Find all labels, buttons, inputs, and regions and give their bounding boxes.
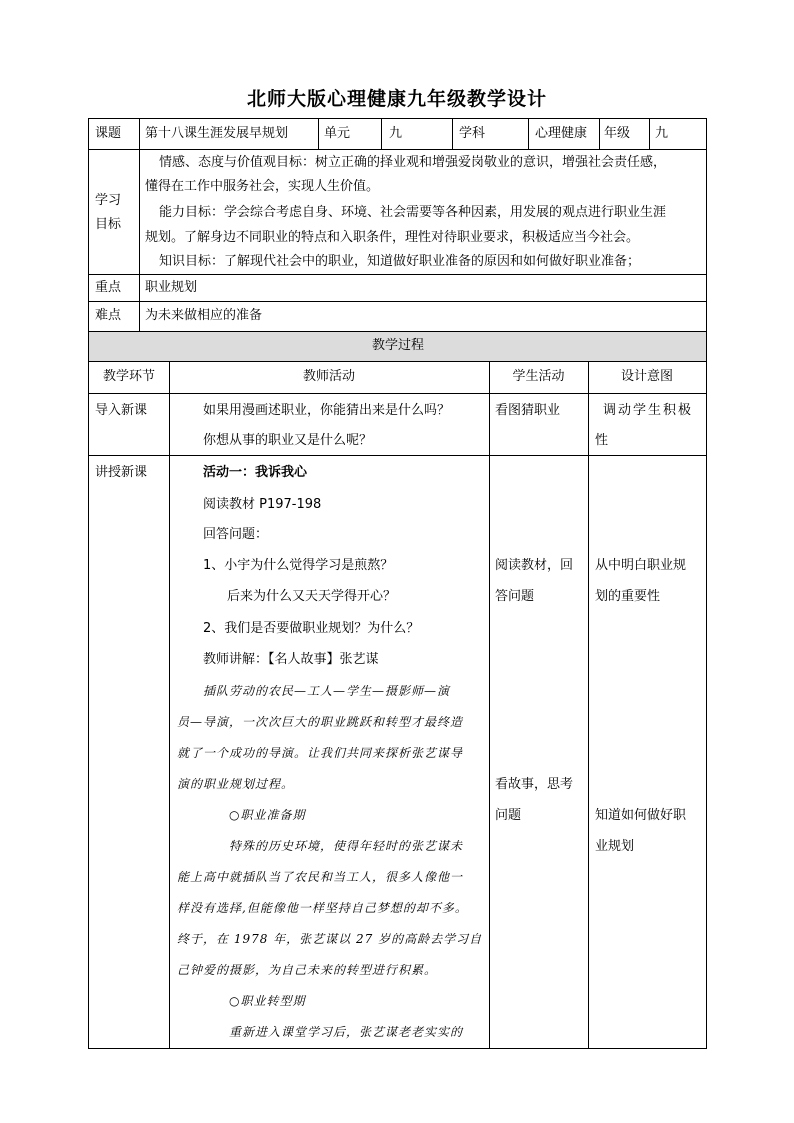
student-activity-line: 看故事，思考 <box>495 777 574 792</box>
subject-value: 心理健康 <box>535 126 588 141</box>
question-2: 2、我们是否要做职业规划？为什么？ <box>203 621 420 636</box>
col-header-stage: 教学环节 <box>102 369 155 384</box>
col-header-intent: 设计意图 <box>620 369 673 384</box>
story-line: 特殊的历史环境，使得年轻时的张艺谋未 <box>229 839 464 853</box>
objective-line: 规划。了解身边不同职业的特点和入职条件，理性对待职业要求，积极适应当今社会。 <box>145 230 640 245</box>
intro-teacher-line: 如果用漫画述职业，你能猜出来是什么吗？ <box>203 403 451 418</box>
story-line: 能上高中就插队当了农民和当工人，很多人像他一 <box>177 870 464 884</box>
process-header: 教学过程 <box>371 338 424 353</box>
intro-stage: 导入新课 <box>95 403 148 418</box>
objective-line: 懂得在工作中服务社会，实现人生价值。 <box>145 179 380 194</box>
story-line: 重新进入课堂学习后，张艺谋老老实实的 <box>229 1025 464 1039</box>
objective-line: 能力目标：学会综合考虑自身、环境、社会需要等各种因素，用发展的观点进行职业生涯 <box>159 205 667 220</box>
design-intent-line: 业规划 <box>595 839 635 854</box>
story-line: 终于，在 1978 年，张艺谋以 27 岁的高龄去学习自 <box>177 932 483 946</box>
difficulty-value: 为未来做相应的准备 <box>145 308 263 323</box>
page-title: 北师大版心理健康九年级教学设计 <box>246 88 547 110</box>
design-intent-line: 从中明白职业规 <box>595 558 687 573</box>
story-line: 演的职业规划过程。 <box>177 777 295 791</box>
subject-label: 学科 <box>459 126 486 141</box>
intro-student: 看图猜职业 <box>495 403 561 418</box>
story-line: 就了一个成功的导演。让我们共同来探析张艺谋导 <box>177 746 464 760</box>
activity-title: 活动一：我诉我心 <box>203 465 308 480</box>
answer-instruction: 回答问题： <box>203 527 269 542</box>
lesson-label: 课题 <box>95 126 122 141</box>
col-header-student: 学生活动 <box>512 369 565 384</box>
lecture-stage: 讲授新课 <box>95 465 148 480</box>
story-line: 己钟爱的摄影，为自己未来的转型进行积累。 <box>177 963 438 977</box>
objectives-label-2: 目标 <box>95 217 122 232</box>
story-subheading: ○职业转型期 <box>229 994 306 1008</box>
unit-value: 九 <box>389 126 403 141</box>
design-intent-line: 划的重要性 <box>595 589 661 604</box>
story-line: 插队劳动的农民—工人—学生—摄影师—演 <box>203 684 451 698</box>
intro-intent-line: 调动学生积极 <box>603 403 694 418</box>
design-intent-line: 知道如何做好职 <box>595 808 687 823</box>
lesson-plan-table <box>88 118 707 1049</box>
objective-line: 知识目标：了解现代社会中的职业，知道做好职业准备的原因和如何做好职业准备； <box>159 254 641 269</box>
key-point-value: 职业规划 <box>145 280 198 295</box>
student-activity-line: 阅读教材，回 <box>495 558 574 573</box>
story-subheading: ○职业准备期 <box>229 808 306 822</box>
objective-line: 情感、态度与价值观目标：树立正确的择业观和增强爱岗敬业的意识，增强社会责任感， <box>159 155 667 170</box>
question-1: 1、小宇为什么觉得学习是煎熬？ <box>203 558 394 573</box>
question-1b: 后来为什么又天天学得开心？ <box>227 589 397 604</box>
grade-value: 九 <box>655 126 669 141</box>
student-activity-line: 答问题 <box>495 589 535 604</box>
unit-label: 单元 <box>324 126 351 141</box>
intro-teacher-line: 你想从事的职业又是什么呢？ <box>203 433 373 448</box>
student-activity-line: 问题 <box>495 808 522 823</box>
objectives-label-1: 学习 <box>95 193 122 208</box>
story-line: 样没有选择,但能像他一样坚持自己梦想的却不多。 <box>177 901 468 915</box>
intro-intent-line: 性 <box>595 433 609 448</box>
difficulty-label: 难点 <box>95 308 122 323</box>
lecture-label: 教师讲解：【名人故事】张艺谋 <box>203 652 379 667</box>
lesson-value: 第十八课生涯发展早规划 <box>145 126 289 141</box>
col-header-teacher: 教师活动 <box>302 369 355 384</box>
key-point-label: 重点 <box>95 280 122 295</box>
story-line: 员—导演，一次次巨大的职业跳跃和转型才最终造 <box>177 715 464 729</box>
grade-label: 年级 <box>604 126 631 141</box>
reading-instruction: 阅读教材 P197-198 <box>203 497 322 512</box>
